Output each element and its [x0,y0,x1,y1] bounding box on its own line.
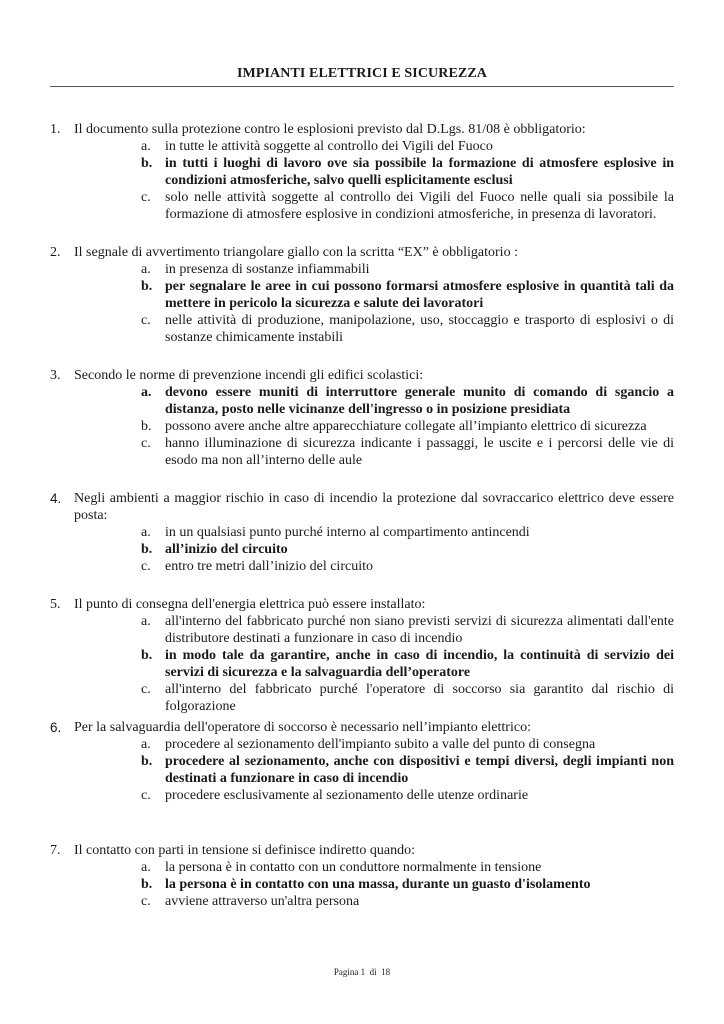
options-list [141,384,674,469]
option-text: possono avere anche altre apparecchiature collegate all’impianto elettrico di sicurezza [165,419,647,434]
option-c [141,312,674,346]
option-text: procedere al sezionamento, anche con dispositivi e tempi diversi, degli impianti non destinati a funzionare in caso di incendio [165,754,674,786]
question-list [50,121,674,910]
option-letter: b. [141,279,153,294]
option-a [141,859,674,876]
question-stem [50,490,674,524]
option-c [141,435,674,469]
option-text: nelle attività di produzione, manipolazione, uso, stoccaggio e trasporto di esplosivi o di sostanze chimicamente instabili [165,313,674,345]
option-text: in tutte le attività soggette al controllo dei Vigili del Fuoco [165,139,493,154]
question-number: 1. [50,122,61,137]
option-text: in tutti i luoghi di lavoro ove sia possibile la formazione di atmosfere esplosive in condizioni atmosferiche, salvo quelli esplicitamente esclusi [165,156,674,188]
option-letter: a. [141,614,151,629]
options-list [141,138,674,223]
option-letter: a. [141,737,151,752]
option-text: in un qualsiasi punto purché interno al compartimento antincendi [165,525,530,540]
option-c [141,787,674,804]
question-4 [50,490,674,575]
question-stem [50,244,674,261]
question-stem [50,719,674,736]
question-stem [50,121,674,138]
option-c [141,893,674,910]
option-letter: b. [141,754,153,769]
options-list [141,524,674,575]
question-2 [50,244,674,346]
option-letter: c. [141,788,151,803]
option-text: avviene attraverso un'altra persona [165,894,360,909]
question-7 [50,842,674,910]
option-b-correct [141,155,674,189]
option-text: entro tre metri dall’inizio del circuito [165,559,373,574]
option-text: all'interno del fabbricato purché non siano previsti servizi di sicurezza alimentati dall'ente distributore destinati a funzionare in caso di incendio [165,614,674,646]
option-letter: b. [141,648,153,663]
option-b-correct [141,541,674,558]
question-3 [50,367,674,469]
option-text: in modo tale da garantire, anche in caso di incendio, la continuità di servizio dei servizi di sicurezza e la salvaguardia dell’operatore [165,648,674,680]
option-a [141,261,674,278]
options-list [141,736,674,804]
question-text: Il documento sulla protezione contro le esplosioni previsto dal D.Lgs. 81/08 è obbligatorio: [74,122,586,137]
option-a [141,524,674,541]
option-a-correct [141,384,674,418]
option-letter: c. [141,894,151,909]
page-footer: Pagina 1 di 18 [333,967,391,977]
question-5 [50,596,674,715]
question-number: 7. [50,843,61,858]
options-list [141,613,674,715]
option-letter: c. [141,682,151,697]
option-text: hanno illuminazione di sicurezza indicante i passaggi, le uscite e i percorsi delle vie di esodo ma non all’interno delle aule [165,436,674,468]
option-text: procedere al sezionamento dell'impianto subito a valle del punto di consegna [165,737,596,752]
option-a [141,736,674,753]
question-text: Il segnale di avvertimento triangolare giallo con la scritta “EX” è obbligatorio : [74,245,518,260]
option-text: la persona è in contatto con un conduttore normalmente in tensione [165,860,542,875]
option-letter: c. [141,436,151,451]
question-text: Il contatto con parti in tensione si definisce indiretto quando: [74,843,415,858]
question-stem [50,367,674,384]
option-text: all’inizio del circuito [165,542,288,557]
option-text: in presenza di sostanze infiammabili [165,262,370,277]
option-c [141,189,674,223]
option-text: per segnalare le aree in cui possono formarsi atmosfere esplosive in quantità tali da mettere in pericolo la sicurezza e salute dei lavoratori [165,279,674,311]
question-number: 4. [50,491,62,506]
option-letter: a. [141,139,151,154]
question-6 [50,719,674,804]
page-title: IMPIANTI ELETTRICI E SICUREZZA [236,66,487,81]
option-letter: b. [141,877,153,892]
question-text: Secondo le norme di prevenzione incendi gli edifici scolastici: [74,368,424,383]
option-text: devono essere muniti di interruttore generale munito di comando di sgancio a distanza, posto nelle vicinanze dell'ingresso o in posizione presidiata [165,385,674,417]
option-a [141,138,674,155]
question-number: 2. [50,245,61,260]
option-letter: b. [141,419,152,434]
question-stem [50,596,674,613]
question-text: Per la salvaguardia dell'operatore di soccorso è necessario nell’impianto elettrico: [74,720,531,735]
options-list [141,261,674,346]
question-text: Negli ambienti a maggior rischio in caso di incendio la protezione dal sovraccarico elettrico deve essere posta: [74,491,674,523]
option-text: all'interno del fabbricato purché l'operatore di soccorso sia garantito dal rischio di folgorazione [165,682,674,714]
option-letter: c. [141,190,151,205]
option-b-correct [141,278,674,312]
option-b-correct [141,647,674,681]
option-a [141,613,674,647]
title-underline [50,86,674,87]
question-number: 5. [50,597,61,612]
option-letter: c. [141,313,151,328]
option-text: la persona è in contatto con una massa, durante un guasto d'isolamento [165,877,591,892]
option-letter: a. [141,262,151,277]
option-letter: c. [141,559,151,574]
option-text: procedere esclusivamente al sezionamento delle utenze ordinarie [165,788,529,803]
question-number: 3. [50,368,61,383]
option-b-correct [141,876,674,893]
option-letter: b. [141,542,153,557]
option-c [141,558,674,575]
option-letter: a. [141,525,151,540]
options-list [141,859,674,910]
option-letter: a. [141,860,151,875]
option-b-correct [141,753,674,787]
question-stem [50,842,674,859]
question-text: Il punto di consegna dell'energia elettrica può essere installato: [74,597,426,612]
option-letter: a. [141,385,152,400]
question-1 [50,121,674,223]
option-b [141,418,674,435]
option-c [141,681,674,715]
option-text: solo nelle attività soggette al controllo dei Vigili del Fuoco nelle quali sia possibile la formazione di atmosfere esplosive in condizioni atmosferiche, in presenza di lavoratori. [165,190,674,222]
option-letter: b. [141,156,153,171]
question-number: 6. [50,720,62,735]
